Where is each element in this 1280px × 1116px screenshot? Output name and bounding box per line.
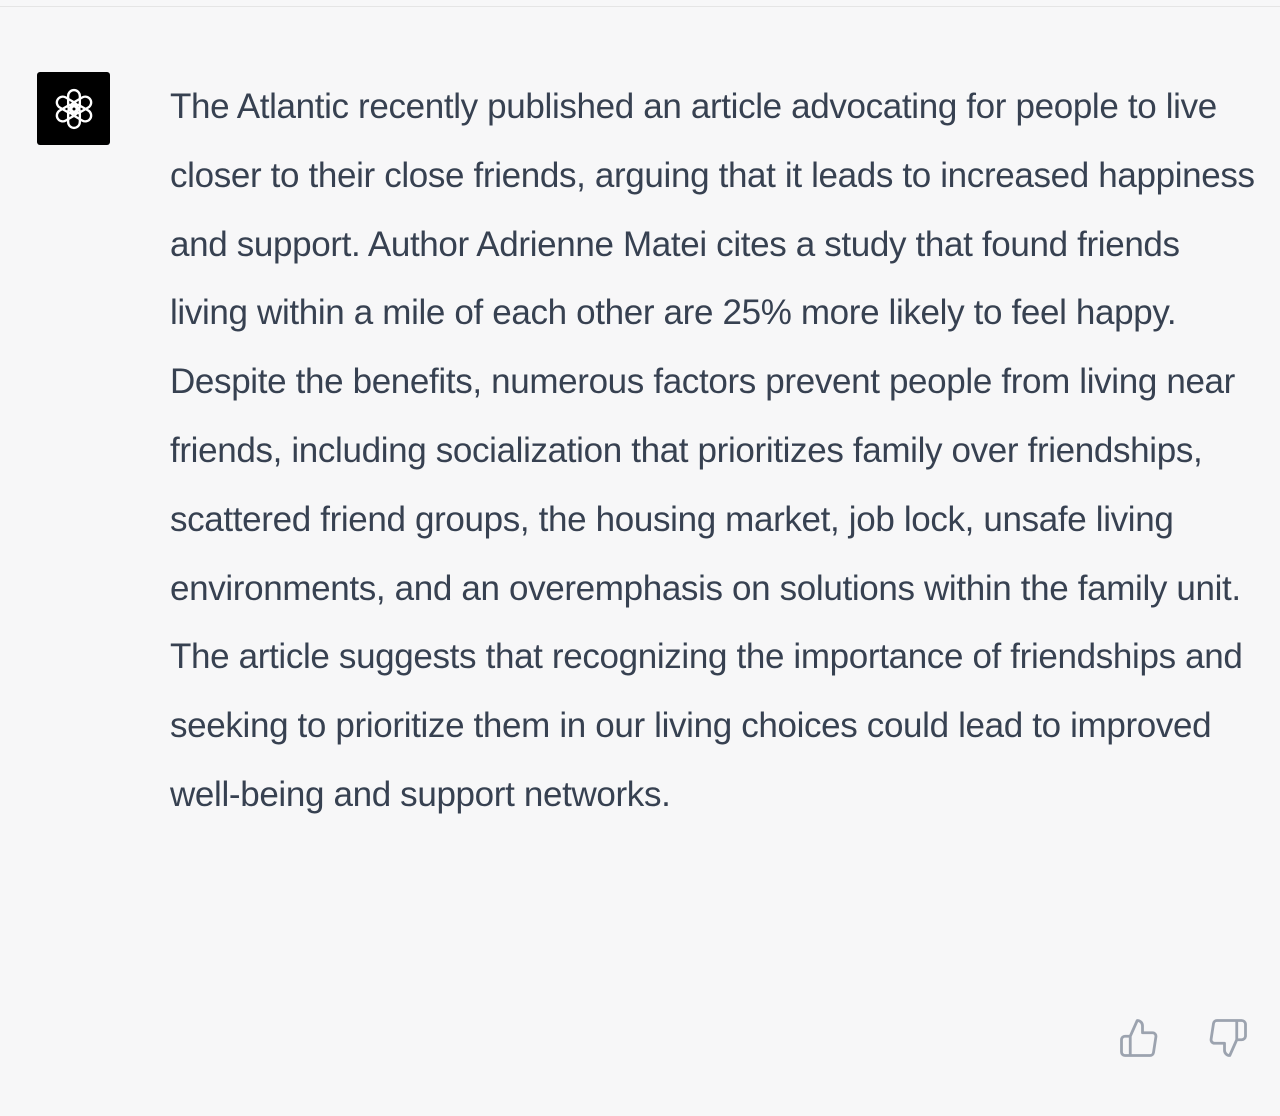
assistant-message (0, 7, 1280, 1116)
message-text: The Atlantic recently published an article advocating for people to live closer to their close friends, arguing that it leads to increased happiness and support. Author Adrienne Matei cites a study that found friends living within a mile of each other are 25% more likely to feel happy. Despite the benefits, numerous factors prevent people from living near friends, including socialization that prioritizes family over friendships, scattered friend groups, the housing market, job lock, unsafe living environments, and an overemphasis on solutions within the family unit. The article suggests that recognizing the importance of friendships and seeking to prioritize them in our living choices could lead to improved well-being and support networks. (170, 87, 1255, 814)
assistant-avatar (37, 72, 110, 145)
openai-logo-icon (47, 82, 101, 136)
thumbs-up-button[interactable] (1117, 1016, 1161, 1060)
thumbs-down-button[interactable] (1206, 1016, 1250, 1060)
thumbs-up-icon (1118, 1017, 1160, 1059)
thumbs-down-icon (1207, 1017, 1249, 1059)
